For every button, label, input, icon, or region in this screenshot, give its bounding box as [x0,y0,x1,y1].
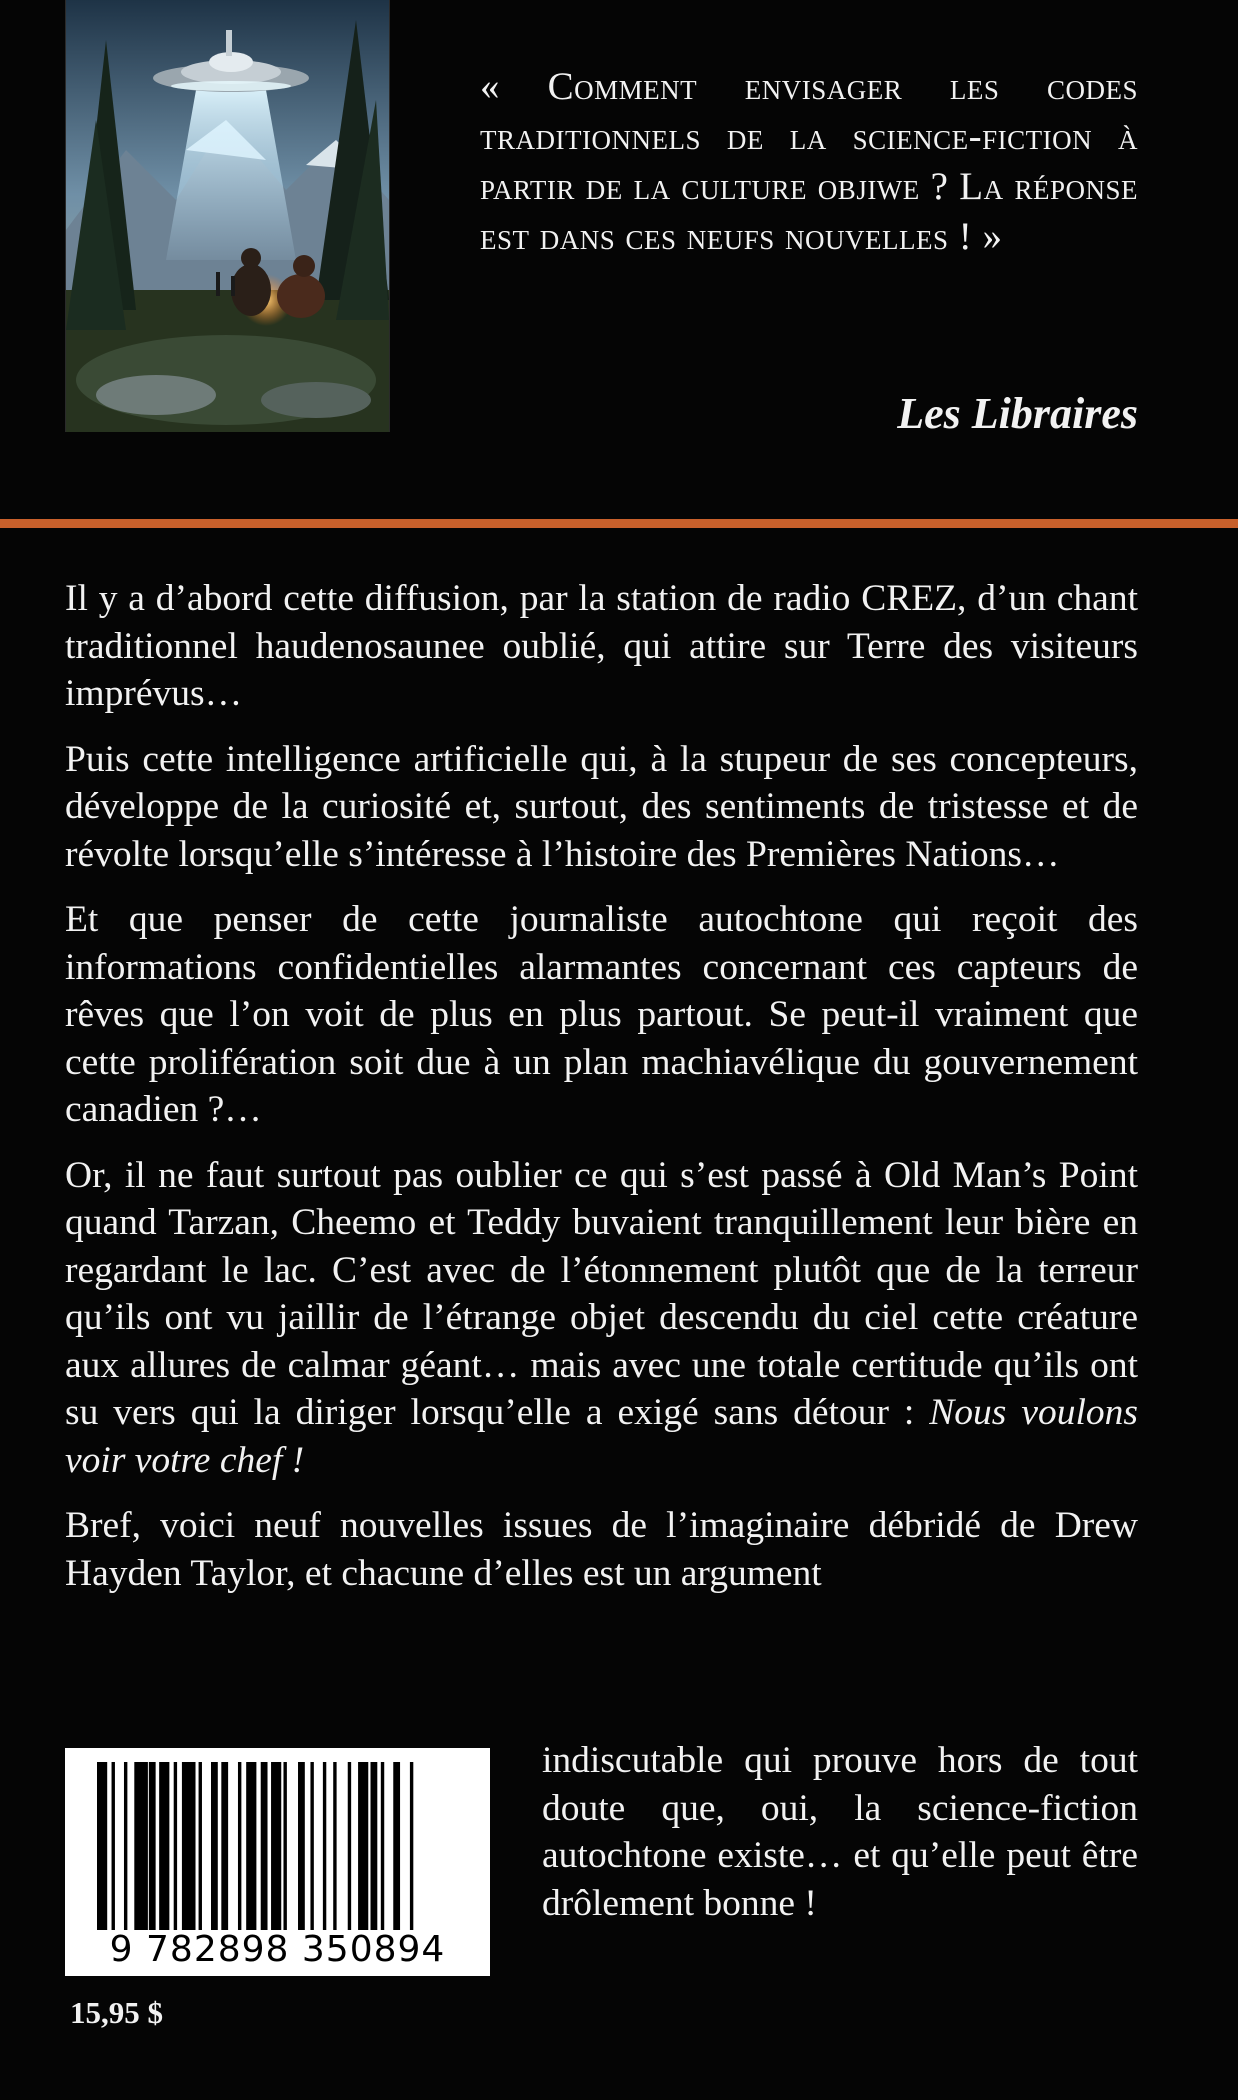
barcode-bar [149,1762,156,1930]
barcode-bar [358,1762,368,1930]
blurb-paragraph-4-italic: Nous voulons voir votre chef ! [65,1392,1138,1481]
blurb-paragraph-5: Bref, voici neuf nouvelles issues de l’imaginaire débridé de Drew Hayden Taylor, et chacune d’elles est un argument [65,1505,1138,1594]
barcode-bar [410,1762,413,1930]
barcode-bar [97,1762,107,1930]
barcode-bar [348,1762,351,1930]
cover-thumbnail [65,0,390,432]
barcode-bar [112,1762,115,1930]
barcode-bar [182,1762,196,1930]
barcode-bar [261,1762,268,1930]
barcode-bar [159,1762,169,1930]
cover-illustration-icon [66,0,389,432]
barcode-bar [323,1762,326,1930]
blurb-paragraph-3: Et que penser de cette journaliste autochtone qui reçoit des informations confidentielles alarmantes concernant ces capteurs de rêves que l’on voit de plus en plus partout. Se peut-il vraiment que cette prolifération soit due à un plan machiavélique du gouvernement canadien ?… [65,899,1138,1130]
blurb-paragraph-5-continued: indiscutable qui prouve hors de tout doute que, oui, la science-fiction autochtone existe… et qu’elle peut être drôlement bonne ! [542,1740,1138,1924]
isbn-barcode [65,1748,490,1976]
barcode-bar [199,1762,202,1930]
blurb-paragraph-4 [65,1152,1138,1485]
blurb-text [65,575,1138,1597]
review-quote: « Comment envisager les codes traditionnels de la science-fiction à partir de la culture objiwe ? La réponse est dans ces neufs nouvelles ! » [480,65,1138,258]
barcode-bar [393,1762,400,1930]
isbn-digits: 9 782898 350894 [109,1929,446,1970]
barcode-bar [174,1762,177,1930]
barcode-bar [134,1762,148,1930]
barcode-bar [371,1762,378,1930]
barcode-bar [221,1762,228,1930]
price-label: 15,95 $ [70,1995,163,2030]
barcode-bar [271,1762,281,1930]
barcode-bar [333,1762,336,1930]
quote-source: Les Libraires [897,389,1138,438]
barcode-bar [211,1762,218,1930]
blurb-paragraph-4-text: Or, il ne faut surtout pas oublier ce qui s’est passé à Old Man’s Point quand Tarzan, Cheemo et Teddy buvaient tranquillement leur bière en regardant le lac. C’est avec de l’étonnement plutôt que de la terreur qu’ils ont vu jaillir de l’étrange objet descendu du ciel cette créature aux allures de calmar géant… mais avec une totale certitude qu’ils ont su vers qui la diriger lorsqu’elle a exigé sans détour : [65,1154,1138,1433]
blurb-paragraph-1: Il y a d’abord cette diffusion, par la station de radio CREZ, d’un chant traditionnel haudenosaunee oublié, qui attire sur Terre des visiteurs imprévus… [65,578,1138,714]
blurb-paragraph-2: Puis cette intelligence artificielle qui, à la stupeur de ses concepteurs, développe de la curiosité et, surtout, des sentiments de tristesse et de révolte lorsqu’elle s’intéresse à l’histoire des Premières Nations… [65,738,1138,875]
barcode-bar [381,1762,384,1930]
barcode-bar [246,1762,256,1930]
barcode-bar [298,1762,305,1930]
barcode-bar [238,1762,241,1930]
barcode-bar [283,1762,286,1930]
barcode-bar [124,1762,127,1930]
accent-divider [0,519,1238,528]
barcode-bar [310,1762,313,1930]
